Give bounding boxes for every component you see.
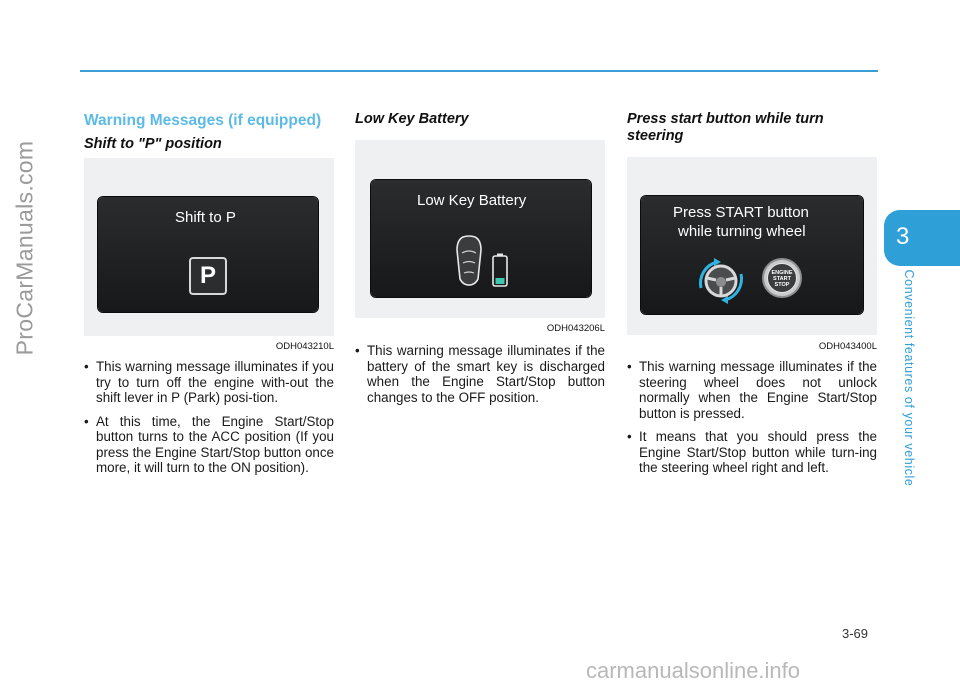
figure-code: ODH043206L	[546, 323, 605, 334]
screen-message: Shift to P	[175, 209, 236, 226]
top-rule	[80, 70, 878, 72]
screen-message-line2: while turning wheel	[678, 223, 806, 240]
section-title: Warning Messages (if equipped)	[84, 112, 322, 129]
bullet-list	[627, 359, 877, 484]
figure-code: ODH043400L	[818, 341, 877, 352]
screen-message: Low Key Battery	[417, 192, 527, 209]
start-label: START	[773, 276, 791, 282]
engine-start-stop-button-icon	[762, 258, 802, 298]
subtitle-press-start: Press start button while turn steering	[627, 111, 824, 144]
list-item: • It means that you should press the Engine Start/Stop button while turn-ing the steering wheel right and left.	[627, 429, 877, 476]
figure-code: ODH043210L	[275, 341, 334, 352]
list-item: • This warning message illuminates if you try to turn off the engine with-out the shift lever in P (Park) posi-tion.	[84, 359, 334, 406]
page-number: 3-69	[842, 626, 869, 641]
park-indicator	[189, 257, 227, 295]
cluster-screen	[371, 180, 591, 297]
park-symbol: P	[199, 262, 216, 289]
list-item: • This warning message illuminates if the steering wheel does not unlock normally when the Engine Start/Stop button is pressed.	[627, 359, 877, 421]
figure-low-key-battery	[355, 140, 605, 318]
cluster-screen	[641, 196, 863, 314]
list-item: • At this time, the Engine Start/Stop button turns to the ACC position (If you press the Engine Start/Stop button once more, it will turn to the ON position).	[84, 414, 334, 476]
figure-shift-to-p	[84, 158, 334, 336]
cluster-screen	[98, 197, 318, 312]
steering-wheel-icon	[693, 254, 749, 313]
engine-label: ENGINE	[771, 270, 793, 276]
bullet-list	[84, 359, 334, 484]
chapter-title: Convenient features of your vehicle	[902, 269, 916, 487]
subtitle-low-key-battery: Low Key Battery	[355, 111, 469, 127]
smart-key-icon	[453, 235, 485, 292]
chapter-number: 3	[896, 223, 910, 250]
side-watermark: ProCarManuals.com	[11, 140, 38, 356]
bottom-watermark: carmanualsonline.info	[586, 658, 801, 683]
list-item: • This warning message illuminates if the battery of the smart key is discharged when the Engine Start/Stop button changes to the OFF position.	[355, 343, 605, 405]
figure-press-start	[627, 157, 877, 335]
battery-low-icon	[492, 253, 508, 292]
subtitle-shift-to-p: Shift to "P" position	[84, 136, 222, 152]
bullet-list	[355, 343, 605, 413]
stop-label: STOP	[774, 282, 790, 288]
screen-message-line1: Press START button	[673, 204, 809, 221]
